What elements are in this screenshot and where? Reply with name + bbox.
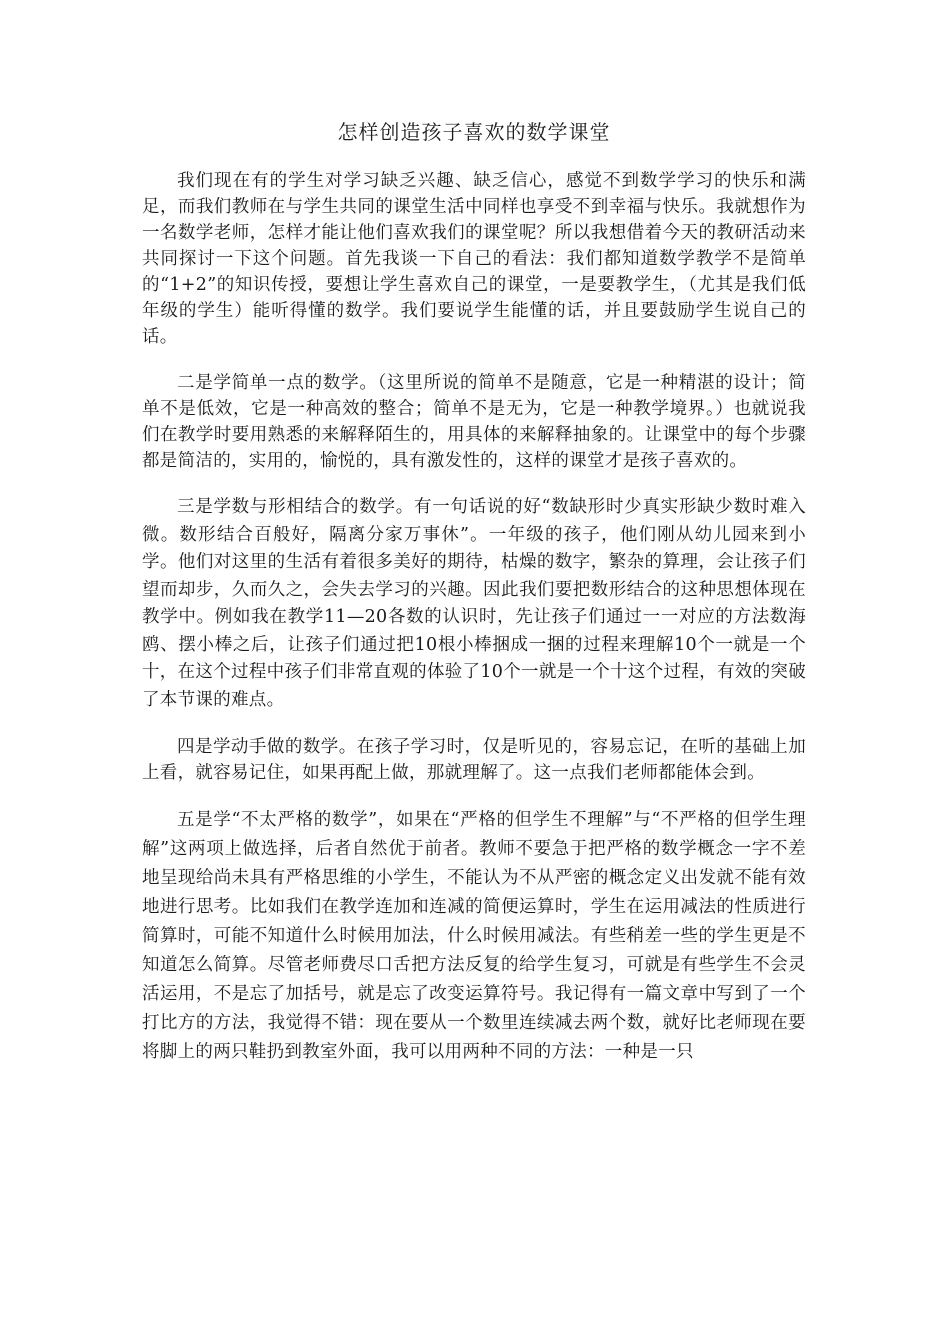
paragraph-2: 二是学简单一点的数学。（这里所说的简单不是随意，它是一种精湛的设计；简单不是低效，它是一种高效的整合；简单不是无为，它是一种教学境界。）也就说我们在教学时要用熟悉的来解释陌生的，用具体的来解释抽象的。让课堂中的每个步骤都是简洁的，实用的，愉悦的，具有激发性的，这样的课堂才是孩子喜欢的。: [142, 373, 806, 471]
document-title: 怎样创造孩子喜欢的数学课堂: [337, 120, 611, 144]
paragraph-1: 我们现在有的学生对学习缺乏兴趣、缺乏信心，感觉不到数学学习的快乐和满足，而我们教师在与学生共同的课堂生活中同样也享受不到幸福与快乐。我就想作为一名数学老师，怎样才能让他们喜欢我们的课堂呢？所以我想借着今天的教研活动来共同探讨一下这个问题。首先我谈一下自己的看法：我们都知道数学教学不是简单的“1+2”的知识传授，要想让学生喜欢自己的课堂，一是要教学生，（尤其是我们低年级的学生）能听得懂的数学。我们要说学生能懂的话，并且要鼓励学生说自己的话。: [142, 171, 806, 347]
document-body: [142, 118, 806, 1067]
paragraph-3: 三是学数与形相结合的数学。有一句话说的好“数缺形时少真实形缺少数时难入微。数形结合百般好，隔离分家万事休”。一年级的孩子，他们刚从幼儿园来到小学。他们对这里的生活有着很多美好的期待，枯燥的数字，繁杂的算理，会让孩子们望而却步，久而久之，会失去学习的兴趣。因此我们要把数形结合的这种思想体现在教学中。例如我在教学11—20各数的认识时，先让孩子们通过一一对应的方法数海鸥、摆小棒之后，让孩子们通过把10根小棒捆成一捆的过程来理解10个一就是一个十，在这个过程中孩子们非常直观的体验了10个一就是一个十这个过程，有效的突破了本节课的难点。: [142, 497, 806, 710]
paragraph-5: 五是学“不太严格的数学”，如果在“严格的但学生不理解”与“不严格的但学生理解”这两项上做选择，后者自然优于前者。教师不要急于把严格的数学概念一字不差地呈现给尚未具有严格思维的小学生，不能认为不从严密的概念定义出发就不能有效地进行思考。比如我们在教学连加和连减的简便运算时，学生在运用减法的性质进行简算时，可能不知道什么时候用加法，什么时候用减法。有些稍差一些的学生更是不知道怎么简算。尽管老师费尽口舌把方法反复的给学生复习，可就是有些学生不会灵活运用，不是忘了加括号，就是忘了改变运算符号。我记得有一篇文章中写到了一个打比方的方法，我觉得不错：现在要从一个数里连续减去两个数，就好比老师现在要将脚上的两只鞋扔到教室外面，我可以用两种不同的方法：一种是一只: [142, 810, 806, 1062]
paragraph-4: 四是学动手做的数学。在孩子学习时，仅是听见的，容易忘记，在听的基础上加上看，就容易记住，如果再配上做，那就理解了。这一点我们老师都能体会到。: [142, 737, 806, 783]
